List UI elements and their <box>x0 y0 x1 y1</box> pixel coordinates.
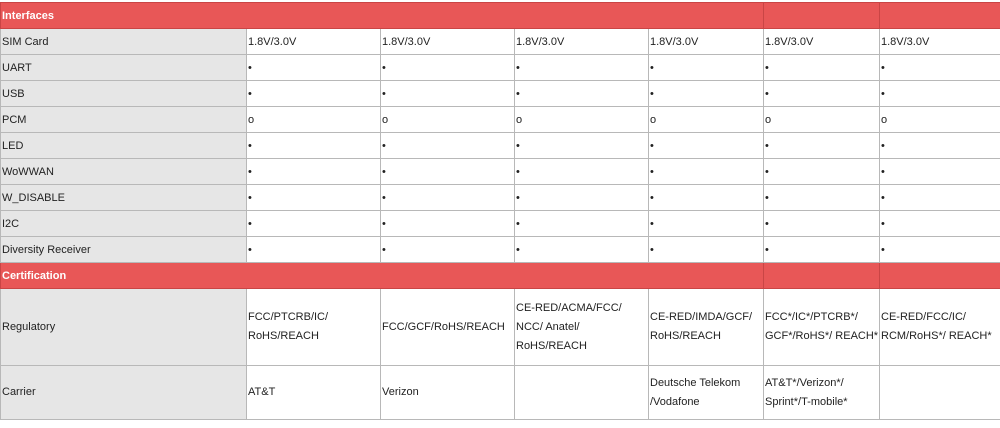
table-cell: FCC/GCF/RoHS/REACH <box>381 289 515 366</box>
table-cell: • <box>381 211 515 237</box>
table-cell: • <box>764 185 880 211</box>
table-cell: • <box>515 211 649 237</box>
section-cell <box>880 263 1000 289</box>
table-cell: • <box>515 237 649 263</box>
table-cell: FCC*/IC*/PTCRB*/ GCF*/RoHS*/ REACH* <box>764 289 880 366</box>
table-row-uart <box>1 55 1000 81</box>
table-cell: • <box>381 237 515 263</box>
table-cell: • <box>247 81 381 107</box>
table-cell: 1.8V/3.0V <box>247 29 381 55</box>
table-cell: AT&T*/Verizon*/ Sprint*/T-mobile* <box>764 366 880 420</box>
table-cell: • <box>880 133 1000 159</box>
row-label: I2C <box>1 211 247 237</box>
table-row-i2c <box>1 211 1000 237</box>
row-label: WoWWAN <box>1 159 247 185</box>
section-interfaces <box>1 3 1000 29</box>
table-cell: • <box>381 55 515 81</box>
table-cell: • <box>515 185 649 211</box>
table-cell: • <box>649 159 764 185</box>
spec-table <box>0 2 1000 420</box>
table-cell: Deutsche Telekom /Vodafone <box>649 366 764 420</box>
table-cell: • <box>515 159 649 185</box>
row-label: SIM Card <box>1 29 247 55</box>
table-row-led <box>1 133 1000 159</box>
section-title: Certification <box>1 263 764 289</box>
table-cell: 1.8V/3.0V <box>764 29 880 55</box>
section-cell <box>764 263 880 289</box>
table-row-w-disable <box>1 185 1000 211</box>
table-cell: o <box>649 107 764 133</box>
table-cell: 1.8V/3.0V <box>880 29 1000 55</box>
table-cell: • <box>649 133 764 159</box>
table-cell: • <box>880 159 1000 185</box>
table-cell: • <box>764 159 880 185</box>
table-cell <box>515 366 649 420</box>
table-row-wowwan <box>1 159 1000 185</box>
section-cell <box>764 3 880 29</box>
table-cell: • <box>649 55 764 81</box>
table-cell: • <box>247 211 381 237</box>
table-row-sim-card <box>1 29 1000 55</box>
table-row-diversity-receiver <box>1 237 1000 263</box>
row-label: Diversity Receiver <box>1 237 247 263</box>
table-cell: o <box>515 107 649 133</box>
table-cell: o <box>764 107 880 133</box>
table-cell: • <box>247 55 381 81</box>
table-cell: • <box>381 159 515 185</box>
table-row-regulatory <box>1 289 1000 366</box>
table-cell: • <box>515 55 649 81</box>
table-cell: • <box>649 237 764 263</box>
table-row-pcm <box>1 107 1000 133</box>
table-cell: • <box>764 211 880 237</box>
row-label: USB <box>1 81 247 107</box>
table-row-carrier <box>1 366 1000 420</box>
table-cell: • <box>247 237 381 263</box>
table-cell: • <box>247 185 381 211</box>
row-label: Regulatory <box>1 289 247 366</box>
table-cell: • <box>515 81 649 107</box>
row-label: LED <box>1 133 247 159</box>
table-cell: 1.8V/3.0V <box>515 29 649 55</box>
row-label: PCM <box>1 107 247 133</box>
table-cell: • <box>880 185 1000 211</box>
table-cell: o <box>247 107 381 133</box>
table-cell: o <box>381 107 515 133</box>
table-cell: • <box>515 133 649 159</box>
table-cell: • <box>247 159 381 185</box>
table-cell: • <box>649 81 764 107</box>
section-title: Interfaces <box>1 3 764 29</box>
table-cell: o <box>880 107 1000 133</box>
table-cell: • <box>649 211 764 237</box>
table-row-usb <box>1 81 1000 107</box>
section-cell <box>880 3 1000 29</box>
table-cell: • <box>880 237 1000 263</box>
table-cell: • <box>381 81 515 107</box>
table-cell: CE-RED/ACMA/FCC/ NCC/ Anatel/ RoHS/REACH <box>515 289 649 366</box>
table-cell: • <box>381 185 515 211</box>
table-cell: Verizon <box>381 366 515 420</box>
table-cell: 1.8V/3.0V <box>381 29 515 55</box>
table-cell: CE-RED/FCC/IC/ RCM/RoHS*/ REACH* <box>880 289 1000 366</box>
table-cell: CE-RED/IMDA/GCF/ RoHS/REACH <box>649 289 764 366</box>
table-cell: • <box>764 55 880 81</box>
row-label: UART <box>1 55 247 81</box>
table-cell: • <box>880 55 1000 81</box>
row-label: W_DISABLE <box>1 185 247 211</box>
table-cell: FCC/PTCRB/IC/ RoHS/REACH <box>247 289 381 366</box>
section-certification <box>1 263 1000 289</box>
table-cell: • <box>764 237 880 263</box>
table-cell: • <box>880 211 1000 237</box>
table-cell: • <box>381 133 515 159</box>
row-label: Carrier <box>1 366 247 420</box>
table-cell: • <box>880 81 1000 107</box>
table-cell: • <box>247 133 381 159</box>
table-cell: 1.8V/3.0V <box>649 29 764 55</box>
table-cell: • <box>764 133 880 159</box>
table-cell: • <box>764 81 880 107</box>
table-cell: AT&T <box>247 366 381 420</box>
table-cell: • <box>649 185 764 211</box>
table-cell <box>880 366 1000 420</box>
